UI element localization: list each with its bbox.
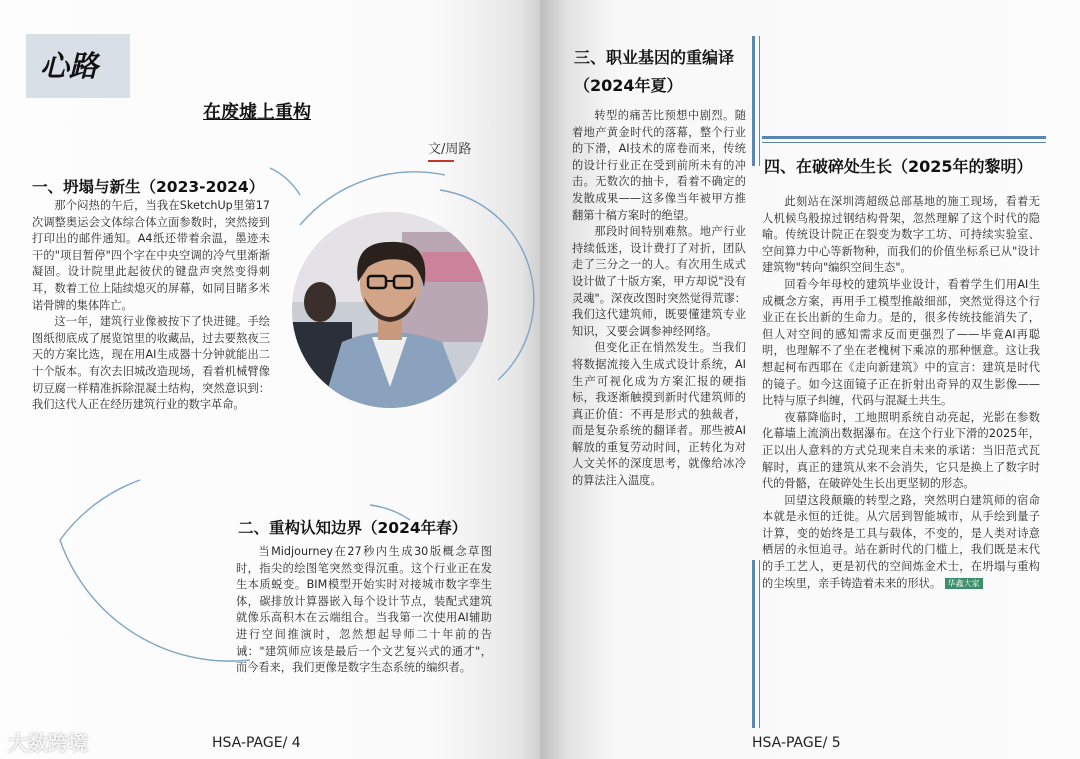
divider-vertical-bottom-thin (759, 560, 760, 728)
section-3-body (572, 108, 746, 490)
section-3-paragraph: 但变化正在悄然发生。当我们将数据流接入生成式设计系统，AI生产可视化成为方案汇报的硬指标，我逐渐触摸到新时代建筑师的真正价值：不再是形式的独裁者，而是复杂系统的翻译者。那些被AI解放的重复劳动时间，正转化为对人文关怀的深度思考，就像给冰冷的算法注入温度。 (572, 341, 746, 488)
brand-title: 心路 (40, 49, 99, 83)
section-2-title: 二、重构认知边界（2024年春） (238, 519, 468, 537)
section-4-paragraph-text: 回望这段颠簸的转型之路，突然明白建筑师的宿命本就是永恒的迁徙。从穴居到智能城市，从手绘到量子计算，变的始终是工具与载体，不变的，是人类对诗意栖居的永恒追寻。站在新时代的门槛上，我们既是末代的手工艺人，更是初代的空间炼金术士，在坍塌与重构的尘埃里，亲手铸造着未来的形状。 (762, 493, 1040, 590)
section-1-paragraph: 这一年，建筑行业像被按下了快进键。手绘图纸彻底成了展览馆里的收藏品，过去要熬夜三天的方案比选，现在用AI生成器十分钟就能出二十个版本。有次去旧城改造现场，看着机械臂像切豆腐一样精准拆除混凝土结构，突然意识到：我们这代人正在经历建筑行业的数字革命。 (32, 315, 270, 412)
arc-bottom-left (60, 480, 250, 661)
section-3-paragraph: 转型的痛苦比预想中剧烈。随着地产黄金时代的落幕，整个行业的下滑，AI技术的席卷而来，传统的设计行业正在受到前所未有的冲击。无数次的抽卡，看着不确定的发散成果——这多像当年被甲方推翻第十稿方案时的绝望。 (572, 109, 746, 222)
page-number-left: HSA-PAGE/ 4 (212, 735, 301, 751)
divider-vertical-bottom-thick (752, 560, 755, 728)
arc-top-right (270, 168, 300, 195)
section-3-title: 三、职业基因的重编译（2024年夏） (574, 48, 735, 95)
divider-horizontal-top-thick (762, 136, 1046, 139)
author-portrait (292, 212, 488, 408)
author-byline: 文/周路 (428, 142, 472, 157)
section-1-title: 一、坍塌与新生（2023-2024） (32, 178, 265, 196)
signature-stamp: 华鑫大家 (945, 578, 983, 589)
section-2-body (236, 544, 492, 677)
section-4-paragraph: 此刻站在深圳湾超级总部基地的施工现场，看着无人机候鸟般掠过钢结构骨架，忽然理解了这个时代的隐喻。传统设计院正在裂变为数字工坊、可持续实验室、空间算力中心等新物种，而我们的价值坐标系已从"设计建筑物"转向"编织空间生态"。 (762, 195, 1040, 275)
divider-vertical-left-thin (759, 36, 760, 166)
section-4-paragraph (762, 493, 1040, 593)
section-4-title: 四、在破碎处生长（2025年的黎明） (764, 157, 1033, 176)
article-title: 在废墟上重构 (203, 102, 311, 123)
divider-horizontal-top-thin (762, 142, 1046, 143)
section-4-paragraph: 夜幕降临时，工地照明系统自动亮起，光影在参数化幕墙上流淌出数据瀑布。在这个行业下滑的2025年，正以出人意料的方式兑现来自未来的承诺：当旧范式瓦解时，真正的建筑从来不会消失，它只是换上了数字时代的骨骼，在破碎处生长出更坚韧的形态。 (762, 410, 1040, 491)
section-3-paragraph: 那段时间特别难熬。地产行业持续低迷，设计费打了对折，团队走了三分之一的人。有次用生成式设计做了十版方案，甲方却说"没有灵魂"。深夜改图时突然觉得荒谬：我们这代建筑师，既要懂建筑专业知识，又要会调参神经网络。 (572, 225, 746, 338)
author-underline (428, 160, 454, 162)
section-2-paragraph: 当Midjourney在27秒内生成30版概念草图时，指尖的绘图笔突然变得沉重。这个行业正在发生本质蜕变。BIM模型开始实时对接城市数字孪生体，碳排放计算器嵌入每个设计节点，装配式建筑就像乐高积木在云端组合。当我第一次使用AI辅助进行空间推演时，忽然想起导师二十年前的告诫："建筑师应该是最后一个文艺复兴式的通才"，而今看来，我们更像是数字生态系统的编织者。 (236, 545, 492, 675)
watermark: 大数跨境 (8, 731, 88, 755)
section-4-body (762, 194, 1040, 592)
section-4-paragraph: 回看今年母校的建筑毕业设计，看着学生们用AI生成概念方案，再用手工模型推敲细部，突然觉得这个行业正在长出新的生命力。是的，很多传统技能消失了，但人对空间的感知需求反而更强烈了——毕竟AI再聪明，也理解不了坐在老槐树下乘凉的那种惬意。这让我想起柯布西耶在《走向新建筑》中的宣言：建筑是时代的镜子。如今这面镜子正在折射出奇异的双生影像——比特与原子纠缠，代码与混凝土共生。 (762, 277, 1040, 408)
section-1-body (32, 198, 270, 414)
page-number-right: HSA-PAGE/ 5 (752, 735, 841, 751)
section-1-paragraph: 那个闷热的午后，当我在SketchUp里第17次调整奥运会文体综合体立面参数时，突然接到打印出的邮件通知。A4纸还带着余温，墨迹未干的"项目暂停"四个字在中央空调的冷气里渐渐凝固。设计院里此起彼伏的键盘声突然变得刺耳，数着工位上陆续熄灭的屏幕，如同目睹多米诺骨牌的集体阵亡。 (32, 199, 270, 312)
